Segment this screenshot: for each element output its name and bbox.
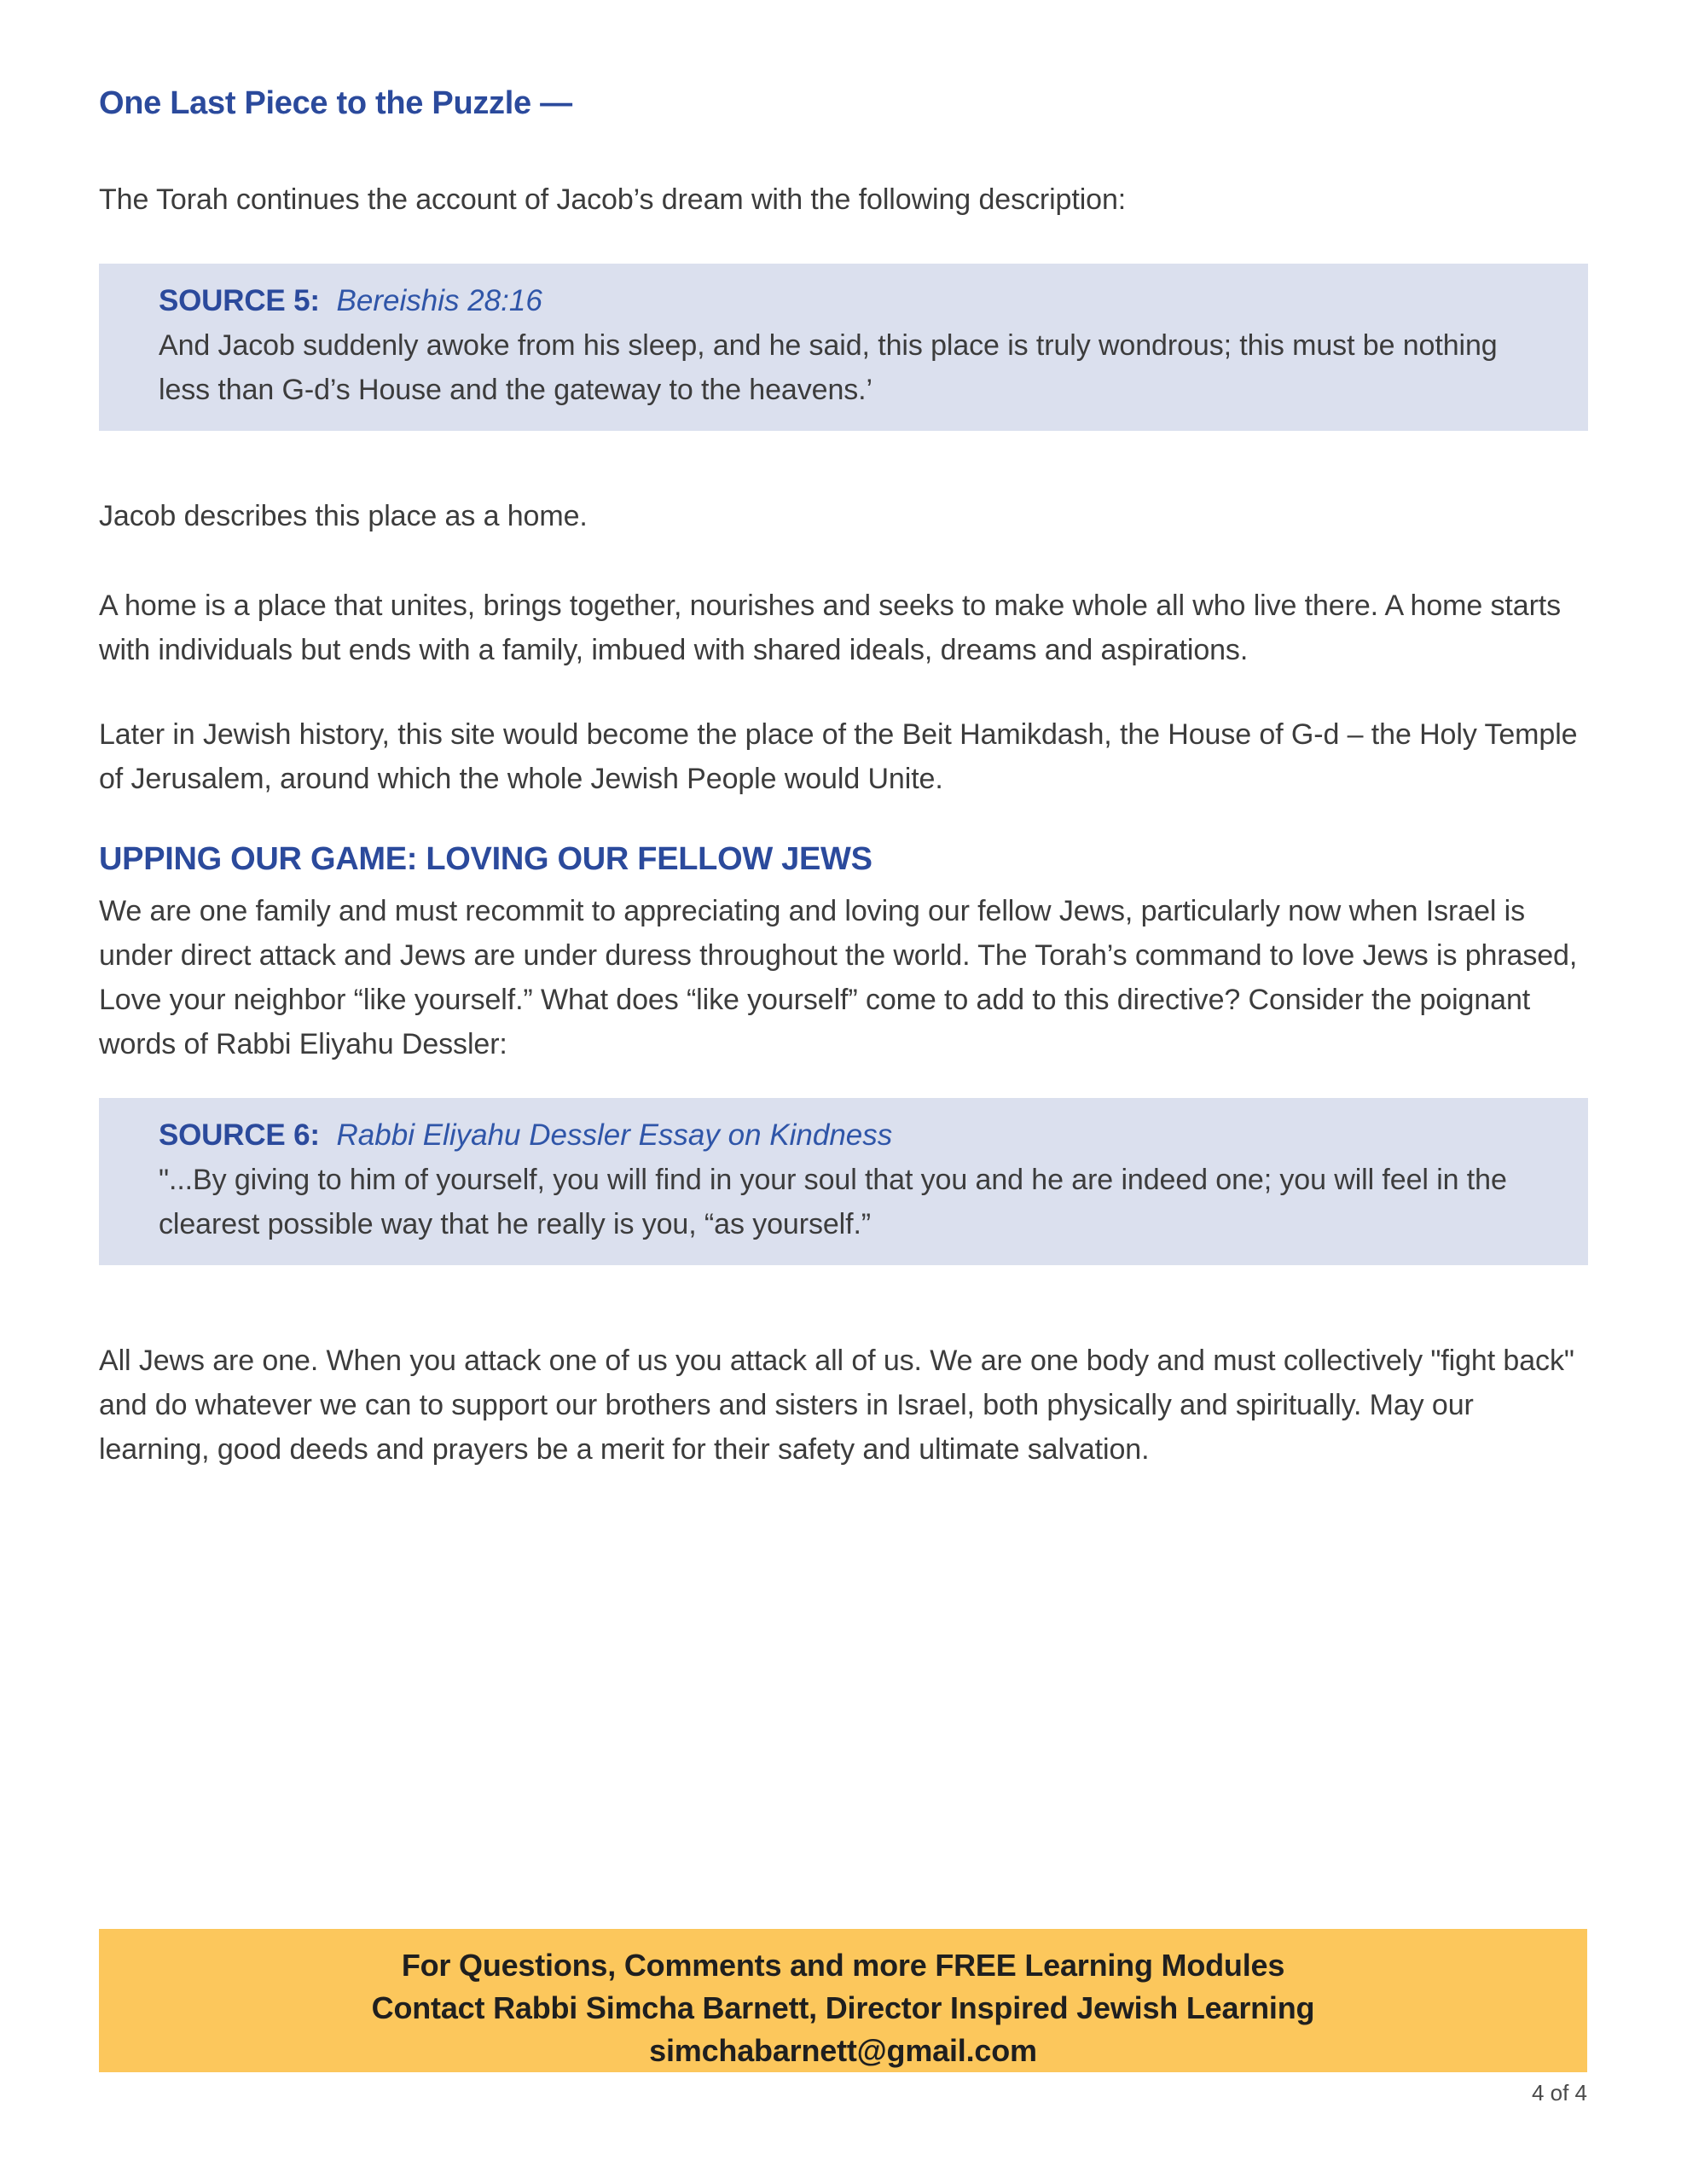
section-heading-one-last-piece: One Last Piece to the Puzzle — <box>99 85 572 121</box>
paragraph-all-jews: All Jews are one. When you attack one of us you attack all of us. We are one body and must collectively "fight back" and do whatever we can to support our brothers and sisters in Israel, both physically and spiritually. May our learning, good deeds and prayers be a merit for their safety and ultimate salvation. <box>99 1345 1574 1466</box>
paragraph-home-1: Jacob describes this place as a home. <box>99 500 588 532</box>
footer-banner <box>99 1929 1587 2072</box>
source-6-reference: Rabbi Eliyahu Dessler Essay on Kindness <box>336 1118 893 1152</box>
source-5-heading <box>159 279 1545 323</box>
paragraph-intro: The Torah continues the account of Jacob’s dream with the following description: <box>99 183 1127 216</box>
source-5-reference: Bereishis 28:16 <box>336 284 542 317</box>
paragraph-home-2: A home is a place that unites, brings together, nourishes and seeks to make whole all who live there. A home starts with individuals but ends with a family, imbued with shared ideals, dreams and aspirations. <box>99 590 1562 666</box>
page-number: 4 of 4 <box>1531 2080 1587 2106</box>
paragraph-history: Later in Jewish history, this site would become the place of the Beit Hamikdash, the House of G-d – the Holy Temple of Jerusalem, around which the whole Jewish People would Unite. <box>99 718 1578 795</box>
text-column <box>99 0 1588 1472</box>
footer-line-contact: Contact Rabbi Simcha Barnett, Director Inspired Jewish Learning <box>371 1990 1315 2025</box>
footer-email: simchabarnett@gmail.com <box>649 2033 1037 2068</box>
paragraph-one-family: We are one family and must recommit to appreciating and loving our fellow Jews, particularly now when Israel is under direct attack and Jews are under duress throughout the world. The Torah’s command to love Jews is phrased, Love your neighbor “like yourself.” What does “like yourself” come to add to this directive? Consider the poignant words of Rabbi Eliyahu Dessler: <box>99 895 1578 1060</box>
source-6-label: SOURCE 6: <box>159 1118 320 1152</box>
source-box-5 <box>99 264 1588 431</box>
section-heading-upping-our-game: UPPING OUR GAME: LOVING OUR FELLOW JEWS <box>99 841 872 877</box>
source-6-heading <box>159 1113 1545 1158</box>
footer-line-questions: For Questions, Comments and more FREE Learning Modules <box>401 1948 1285 1983</box>
source-5-label: SOURCE 5: <box>159 284 320 317</box>
source-box-6 <box>99 1098 1588 1265</box>
source-5-text: And Jacob suddenly awoke from his sleep, and he said, this place is truly wondrous; this must be nothing less than G-d’s House and the gateway to the heavens.’ <box>159 329 1498 406</box>
source-6-text: "...By giving to him of yourself, you will find in your soul that you and he are indeed one; you will feel in the clearest possible way that he really is you, “as yourself.” <box>159 1164 1507 1240</box>
